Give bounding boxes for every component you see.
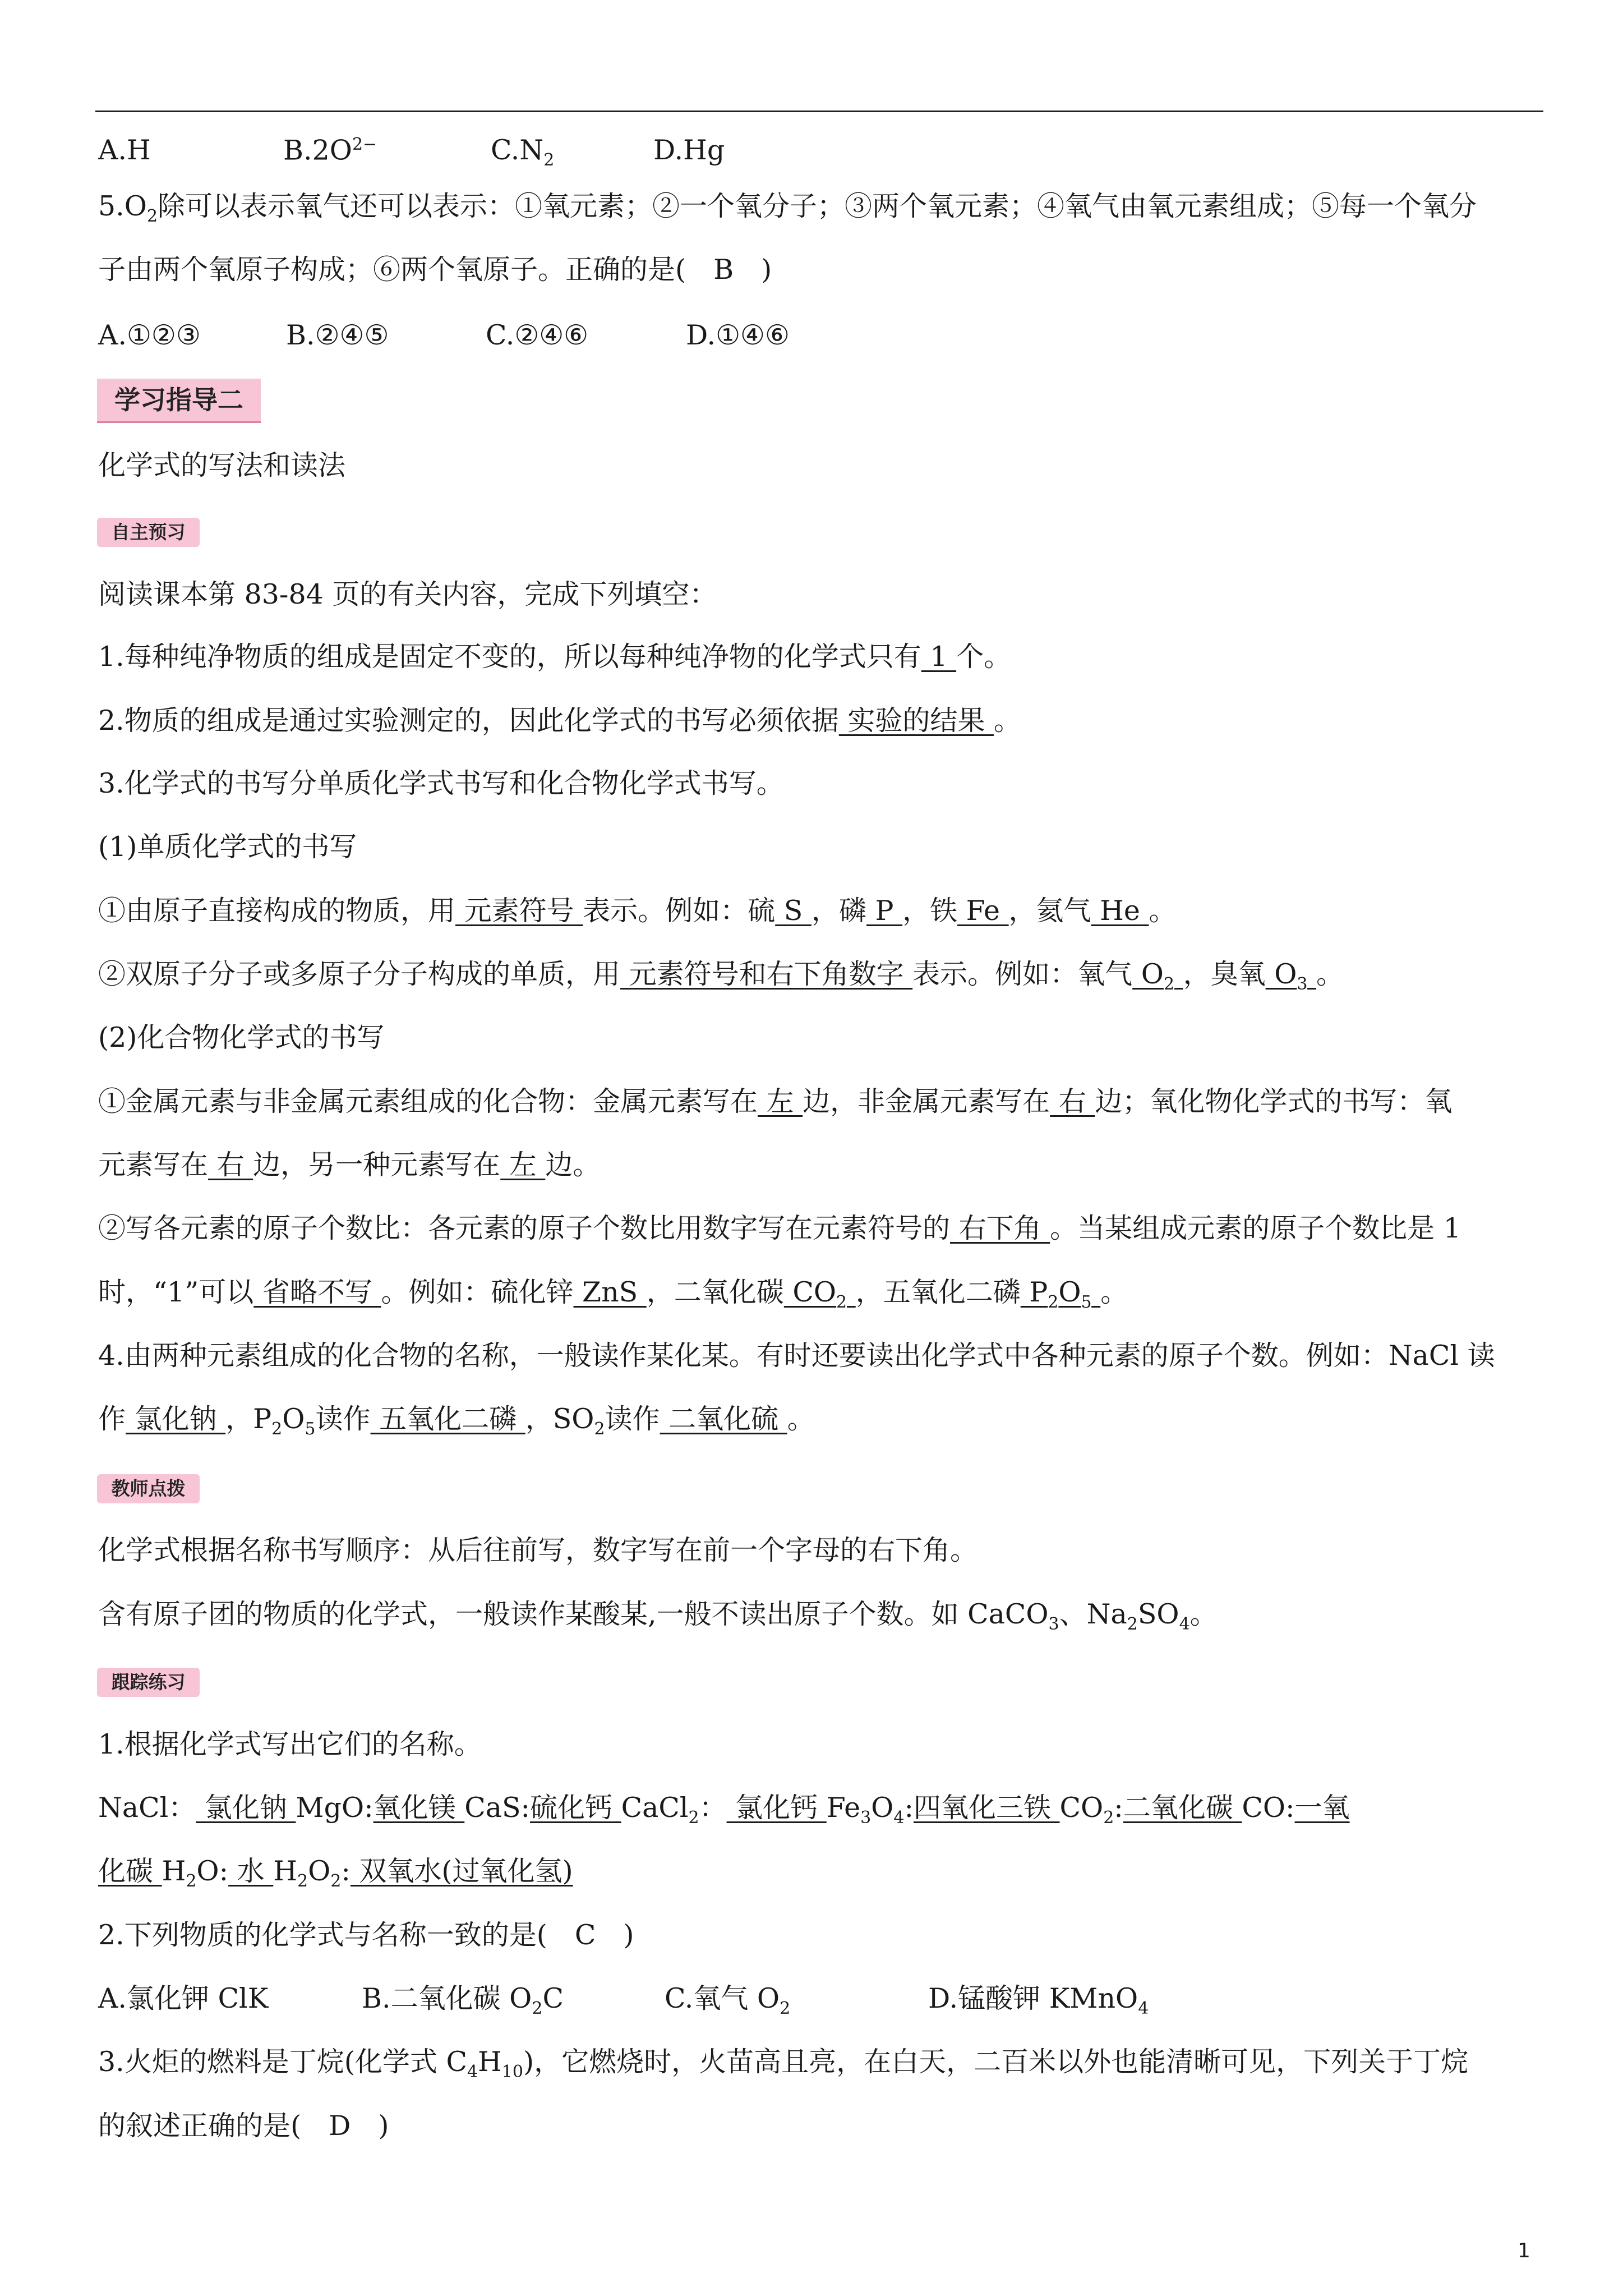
q5-line2: 子由两个氧原子构成；⑥两个氧原子。正确的是( B ) (98, 254, 772, 286)
practice-3-line1: 3.火炬的燃料是丁烷(化学式 $C_4H_{10}$)，它燃烧时，火苗高且亮，在白天，二百米以外也能清晰可见，下列关于丁烷 (98, 2046, 1469, 2082)
header-rule (95, 111, 1543, 112)
sub1-b: ②双原子分子或多原子分子构成的单质，用 元素符号和右下角数字 表示。例如：氧气 $O_2$ ，臭氧 $O_3$ 。 (98, 958, 1344, 994)
tip-1: 化学式根据名称书写顺序：从后往前写，数字写在前一个字母的右下角。 (98, 1534, 978, 1566)
p2-option-a: A.氯化钾 ClK (98, 1982, 269, 2014)
item-2: 2.物质的组成是通过实验测定的，因此化学式的书写必须依据 实验的结果 。 (98, 705, 1021, 737)
sub2-b-line2: 时，“1”可以 省略不写 。例如：硫化锌 ZnS ，二氧化碳 $CO_2$ ，五氧化二磷 $P_2O_5$ 。 (98, 1276, 1128, 1312)
page-number: 1 (1518, 2239, 1530, 2262)
q4-options (98, 128, 725, 177)
item-3: 3.化学式的书写分单质化学式书写和化合物化学式书写。 (98, 767, 784, 799)
sub2-a-line1: ①金属元素与非金属元素组成的化合物：金属元素写在 左 边，非金属元素写在 右 边；氧化物化学式的书写：氧 (98, 1085, 1453, 1117)
item-4-line2: 作 氯化钠 ，$P_2O_5$读作 五氧化二磷 ，$SO_2$读作 二氧化硫 。 (98, 1403, 815, 1439)
practice-3-line2: 的叙述正确的是( D ) (98, 2110, 389, 2142)
option-c: $C.N_2$ (491, 134, 555, 171)
q5-options (98, 319, 790, 352)
intro-text: 阅读课本第 83-84 页的有关内容，完成下列填空： (98, 578, 717, 610)
tip-2: 含有原子团的物质的化学式，一般读作某酸某,一般不读出原子个数。如 CaCO$_3$、$Na_2SO_4$。 (98, 1598, 1218, 1634)
badge-teacher-tips: 教师点拨 (97, 1474, 200, 1503)
answer-blank: 实验的结果 (838, 705, 994, 737)
sub1-a: ①由原子直接构成的物质，用 元素符号 表示。例如：硫 S ，磷 P ，铁 Fe ，氦气 He 。 (98, 895, 1177, 927)
p2-option-c: C.氧气 $O_2$ (665, 1982, 791, 2018)
badge-self-preview: 自主预习 (97, 518, 200, 547)
q5-option-d: D.①④⑥ (686, 319, 790, 351)
option-b: $B.2O^{2-}$ (283, 134, 377, 167)
badge-practice: 跟踪练习 (97, 1668, 200, 1697)
practice-2: 2.下列物质的化学式与名称一致的是( C ) (98, 1919, 634, 1951)
option-a: A.H (98, 134, 151, 167)
p2-option-d: D.锰酸钾 KMnO$_4$ (928, 1982, 1149, 2018)
sub2-a-line2: 元素写在 右 边，另一种元素写在 左 边。 (98, 1149, 601, 1181)
option-d: D.Hg (653, 134, 725, 167)
item-1: 1.每种纯净物质的组成是固定不变的，所以每种纯净物的化学式只有 1 个。 (98, 641, 1012, 673)
practice-1-answers-line1: NaCl： 氯化钠 MgO:氧化镁 CaS:硫化钙 CaCl$_2$： 氯化钙 $Fe_3O_4$:四氧化三铁 $CO_2$:二氧化碳 CO:一氧 (98, 1792, 1350, 1828)
practice-1: 1.根据化学式写出它们的名称。 (98, 1728, 482, 1760)
q5-option-c: C.②④⑥ (486, 319, 589, 351)
q5-line1: $5.O_2$除可以表示氧气还可以表示：①氧元素；②一个氧分子；③两个氧元素；④氧气由氧元素组成；⑤每一个氧分 (98, 190, 1477, 226)
subheading-2: (2)化合物化学式的书写 (98, 1022, 385, 1053)
item-4-line1: 4.由两种元素组成的化合物的名称，一般读作某化某。有时还要读出化学式中各种元素的原子个数。例如：NaCl 读 (98, 1340, 1495, 1372)
p2-option-b: B.二氧化碳 $O_2C$ (362, 1982, 564, 2018)
practice-1-answers-line2: 化碳 $H_2O$: 水 $H_2O_2$: 双氧水(过氧化氢) (98, 1855, 573, 1891)
answer-blank: 1 (921, 641, 957, 673)
section-title: 化学式的写法和读法 (98, 449, 346, 481)
q5-option-a: A.①②③ (98, 319, 201, 351)
sub2-b-line1: ②写各元素的原子个数比：各元素的原子个数比用数字写在元素符号的 右下角 。当某组成元素的原子个数比是 1 (98, 1212, 1461, 1244)
subheading-1: (1)单质化学式的书写 (98, 831, 357, 863)
q5-option-b: B.②④⑤ (286, 319, 389, 351)
section-badge-guide2: 学习指导二 (97, 379, 261, 423)
practice-2-options (98, 1982, 1149, 2026)
